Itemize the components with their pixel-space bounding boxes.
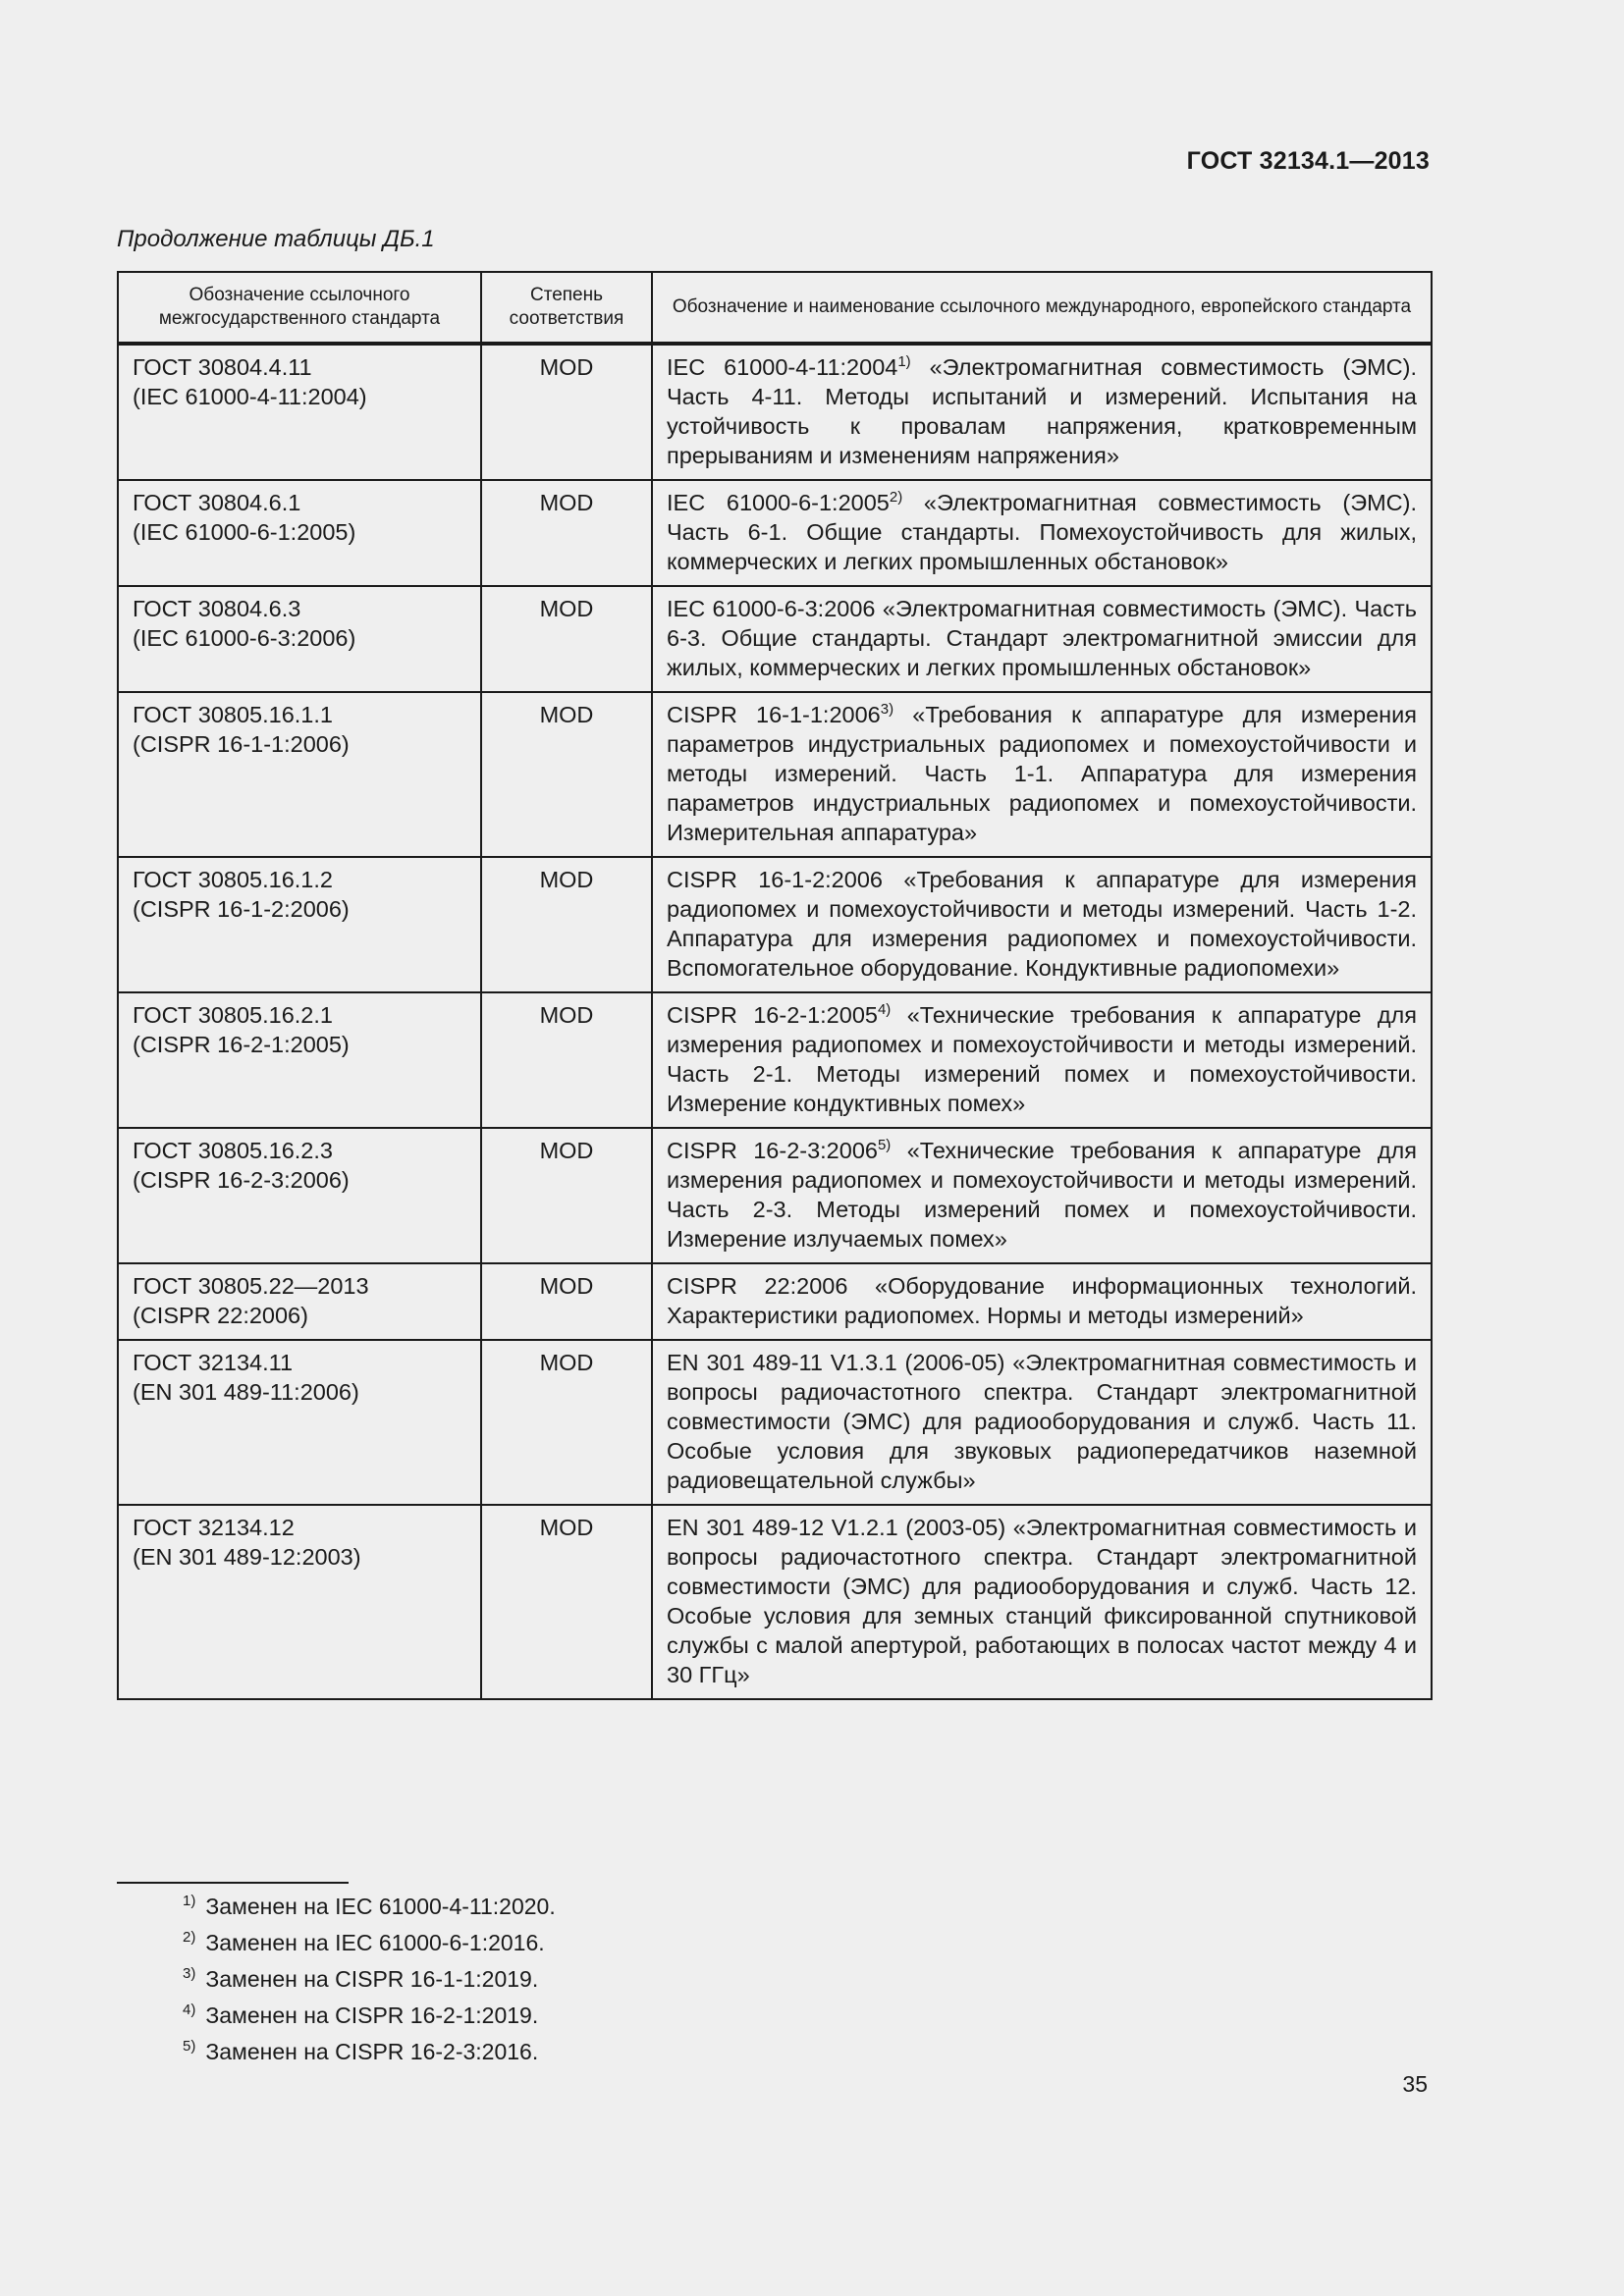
international-standard-title: «Требования к аппаратуре для измерения радиопомех и помехоустойчивости и методы измерений. Часть 1-2. Аппаратура для измерения радиопомех и помехоустойчивости. Вспомогательное оборудование. Кондуктивные радиопомехи» [667, 867, 1417, 981]
footnote-text: Заменен на IEC 61000-6-1:2016. [205, 1930, 545, 1955]
gost-code: ГОСТ 30805.16.1.1 [133, 702, 333, 727]
footnote-item [183, 1998, 556, 2034]
footnote-item [183, 2034, 556, 2070]
degree-cell: MOD [481, 857, 652, 992]
gost-code: ГОСТ 30804.4.11 [133, 354, 312, 380]
footnote-mark: 3) [183, 1965, 196, 1982]
gost-code: ГОСТ 30804.6.3 [133, 596, 301, 621]
interstate-standard-cell [118, 1128, 481, 1263]
reference-standards-table [117, 271, 1433, 1700]
international-standard-title: «Электромагнитная совместимость и вопросы радиочастотного спектра. Стандарт электромагнитной совместимости (ЭМС) для радиооборудования и служб. Часть 11. Особые условия для звуковых радиопередатчиков наземной радиовещательной службы» [667, 1350, 1417, 1493]
footnote-mark: 4) [877, 1001, 892, 1018]
footnote-mark: 4) [183, 2002, 196, 2018]
footnote-mark: 3) [880, 701, 894, 718]
international-standard-cell [652, 1128, 1432, 1263]
source-standard-code: (IEC 61000-6-1:2005) [133, 519, 356, 545]
table-row [118, 1263, 1432, 1340]
source-standard-code: (CISPR 16-1-2:2006) [133, 896, 350, 922]
source-standard-code: (CISPR 16-2-3:2006) [133, 1167, 350, 1193]
gost-code: ГОСТ 32134.11 [133, 1350, 294, 1375]
footnote-text: Заменен на CISPR 16-1-1:2019. [205, 1966, 539, 1992]
interstate-standard-cell [118, 692, 481, 857]
header-row [118, 272, 1432, 344]
international-standard-cell [652, 1263, 1432, 1340]
table-caption: Продолжение таблицы ДБ.1 [117, 226, 435, 252]
table-row [118, 992, 1432, 1128]
degree-cell: MOD [481, 1263, 652, 1340]
international-standard-title: «Требования к аппаратуре для измерения параметров индустриальных радиопомех и помехоустойчивости и методы измерений. Часть 1-1. Аппаратура для измерения параметров индустриальных радиопомех и помехоустойчивости. Измерительная аппаратура» [667, 702, 1417, 845]
international-standard-ref: CISPR 16-1-2:2006 [667, 867, 883, 892]
table-row [118, 586, 1432, 692]
international-standard-title: «Электромагнитная совместимость и вопросы радиочастотного спектра. Стандарт электромагнитной совместимости (ЭМС) для радиооборудования и служб. Часть 12. Особые условия для земных станций фиксированной спутниковой службы с малой апертурой, работающих в полосах частот между 4 и 30 ГГц» [667, 1515, 1417, 1687]
degree-cell: MOD [481, 586, 652, 692]
footnote-divider [117, 1882, 349, 1884]
source-standard-code: (IEC 61000-4-11:2004) [133, 384, 367, 409]
table-header [118, 272, 1432, 344]
footnotes-list [183, 1889, 556, 2070]
footnote-mark: 2) [183, 1929, 196, 1946]
degree-cell: MOD [481, 480, 652, 586]
gost-code: ГОСТ 30805.16.2.3 [133, 1138, 333, 1163]
source-standard-code: (EN 301 489-12:2003) [133, 1544, 361, 1570]
international-standard-title: «Оборудование информационных технологий. Характеристики радиопомех. Нормы и методы измерений» [667, 1273, 1417, 1328]
column-header-international-standard: Обозначение и наименование ссылочного международного, европейского стандарта [652, 272, 1432, 344]
footnote-text: Заменен на CISPR 16-2-3:2016. [205, 2039, 539, 2064]
degree-cell: MOD [481, 1340, 652, 1505]
table-row [118, 480, 1432, 586]
degree-cell: MOD [481, 992, 652, 1128]
source-standard-code: (CISPR 22:2006) [133, 1303, 308, 1328]
international-standard-title: «Технические требования к аппаратуре для измерения радиопомех и помехоустойчивости и методы измерений. Часть 2-3. Методы измерений помех и помехоустойчивости. Измерение излучаемых помех» [667, 1138, 1417, 1252]
table-row [118, 1340, 1432, 1505]
gost-code: ГОСТ 30805.16.2.1 [133, 1002, 333, 1028]
table-body [118, 344, 1432, 1699]
international-standard-cell [652, 344, 1432, 480]
table-row [118, 1505, 1432, 1699]
interstate-standard-cell [118, 857, 481, 992]
footnote-item [183, 1925, 556, 1961]
degree-cell: MOD [481, 1505, 652, 1699]
interstate-standard-cell [118, 586, 481, 692]
international-standard-cell [652, 1505, 1432, 1699]
column-header-degree: Степень соответствия [481, 272, 652, 344]
footnote-mark: 5) [877, 1137, 892, 1153]
table-row [118, 857, 1432, 992]
international-standard-cell [652, 992, 1432, 1128]
international-standard-ref: CISPR 16-2-1:2005 [667, 1002, 878, 1028]
international-standard-title: «Электромагнитная совместимость (ЭМС). Часть 4-11. Методы испытаний и измерений. Испытания на устойчивость к провалам напряжения, кратковременным прерываниям и изменениям напряжения» [667, 354, 1417, 468]
footnote-mark: 2) [889, 489, 903, 506]
source-standard-code: (EN 301 489-11:2006) [133, 1379, 359, 1405]
degree-cell: MOD [481, 692, 652, 857]
table-row [118, 692, 1432, 857]
footnote-text: Заменен на CISPR 16-2-1:2019. [205, 2002, 539, 2028]
footnote-item [183, 1961, 556, 1998]
international-standard-ref: EN 301 489-11 V1.3.1 (2006-05) [667, 1350, 1005, 1375]
international-standard-cell [652, 586, 1432, 692]
interstate-standard-cell [118, 992, 481, 1128]
international-standard-ref: IEC 61000-4-11:2004 [667, 354, 898, 380]
footnote-mark: 5) [183, 2038, 196, 2055]
footnote-mark: 1) [897, 353, 911, 370]
column-header-interstate-standard: Обозначение ссылочного межгосударственного стандарта [118, 272, 481, 344]
international-standard-ref: IEC 61000-6-3:2006 [667, 596, 876, 621]
gost-code: ГОСТ 30805.16.1.2 [133, 867, 333, 892]
international-standard-cell [652, 480, 1432, 586]
degree-cell: MOD [481, 1128, 652, 1263]
source-standard-code: (CISPR 16-1-1:2006) [133, 731, 350, 757]
source-standard-code: (CISPR 16-2-1:2005) [133, 1032, 350, 1057]
interstate-standard-cell [118, 1263, 481, 1340]
interstate-standard-cell [118, 1505, 481, 1699]
source-standard-code: (IEC 61000-6-3:2006) [133, 625, 356, 651]
table-row [118, 344, 1432, 480]
international-standard-cell [652, 1340, 1432, 1505]
international-standard-title: «Электромагнитная совместимость (ЭМС). Часть 6-3. Общие стандарты. Стандарт электромагнитной эмиссии для жилых, коммерческих и легких промышленных обстановок» [667, 596, 1417, 680]
interstate-standard-cell [118, 1340, 481, 1505]
footnote-item [183, 1889, 556, 1925]
interstate-standard-cell [118, 344, 481, 480]
gost-code: ГОСТ 30804.6.1 [133, 490, 301, 515]
page-number: 35 [1402, 2071, 1428, 2097]
international-standard-title: «Технические требования к аппаратуре для измерения радиопомех и помехоустойчивости и методы измерений. Часть 2-1. Методы измерений помех и помехоустойчивости. Измерение кондуктивных помех» [667, 1002, 1417, 1116]
international-standard-ref: CISPR 16-2-3:2006 [667, 1138, 878, 1163]
degree-cell: MOD [481, 344, 652, 480]
international-standard-cell [652, 692, 1432, 857]
document-code: ГОСТ 32134.1—2013 [1186, 147, 1430, 175]
interstate-standard-cell [118, 480, 481, 586]
international-standard-ref: CISPR 22:2006 [667, 1273, 848, 1299]
international-standard-cell [652, 857, 1432, 992]
international-standard-ref: CISPR 16-1-1:2006 [667, 702, 881, 727]
footnote-mark: 1) [183, 1893, 196, 1909]
table-row [118, 1128, 1432, 1263]
international-standard-ref: EN 301 489-12 V1.2.1 (2003-05) [667, 1515, 1006, 1540]
gost-code: ГОСТ 30805.22—2013 [133, 1273, 369, 1299]
international-standard-title: «Электромагнитная совместимость (ЭМС). Часть 6-1. Общие стандарты. Помехоустойчивость для жилых, коммерческих и легких промышленных обстановок» [667, 490, 1417, 574]
footnote-text: Заменен на IEC 61000-4-11:2020. [205, 1894, 556, 1919]
international-standard-ref: IEC 61000-6-1:2005 [667, 490, 890, 515]
gost-code: ГОСТ 32134.12 [133, 1515, 295, 1540]
